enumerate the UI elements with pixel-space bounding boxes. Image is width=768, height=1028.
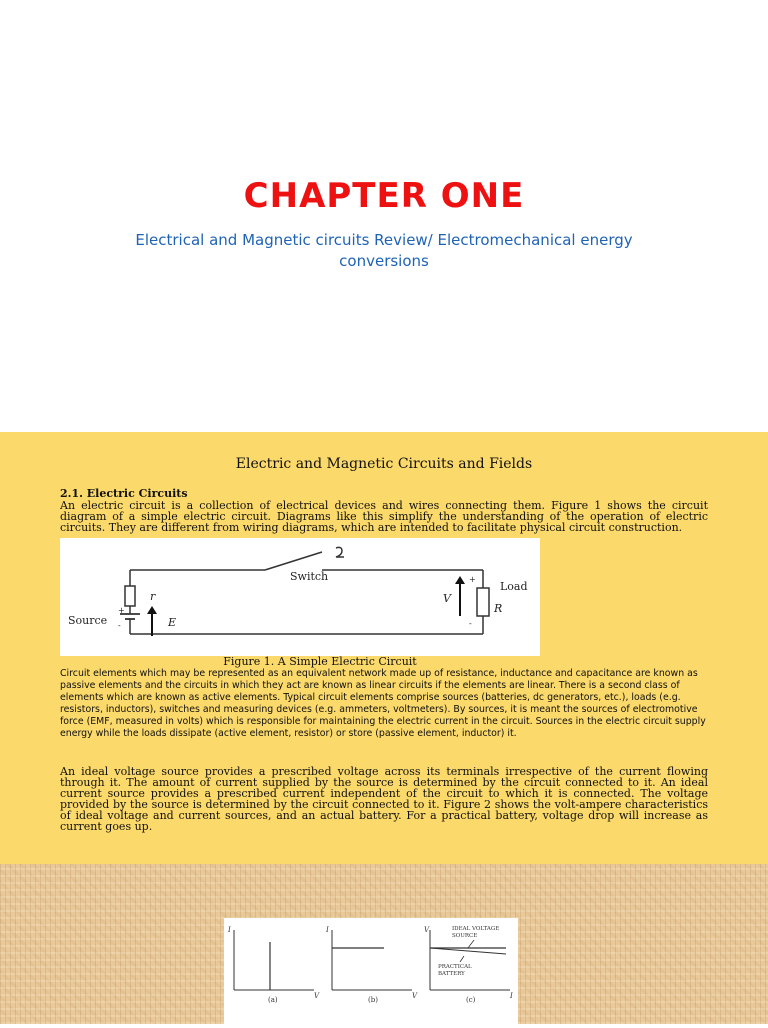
textured-slide	[0, 864, 768, 1024]
load-resistor	[477, 588, 489, 616]
panel-c-label: (c)	[466, 996, 476, 1004]
load-plus: +	[469, 575, 476, 584]
circuit-svg	[60, 538, 540, 656]
V-label: V	[443, 592, 451, 605]
load-minus: -	[469, 619, 472, 628]
battery-minus: -	[118, 621, 121, 630]
ideal-voltage-label-1: IDEAL VOLTAGE	[452, 926, 500, 932]
internal-resistor	[125, 586, 135, 606]
ideal-voltage-label-2: SOURCE	[452, 933, 478, 939]
practical-battery-label-2: BATTERY	[438, 971, 465, 977]
panel-b-axis-v: V	[412, 992, 418, 1000]
source-label: Source	[68, 614, 108, 627]
volt-ampere-svg	[224, 918, 518, 1024]
practical-battery-label-1: PRACTICAL	[438, 964, 472, 970]
panel-b-label: (b)	[368, 996, 378, 1004]
switch-label: Switch	[290, 570, 329, 583]
figure-1-caption	[0, 655, 768, 668]
switch-arrow	[336, 547, 344, 557]
sources-paragraph: An ideal voltage source provides a prescribed voltage across its terminals irrespective of the current flowing through it. The amount of current supplied by the source is determined by the circuit connected to it. An ideal current source provides a prescribed current independent of the circuit to which it is connected. The voltage provided by the source is determined by the circuit connected to it. Figure 2 shows the volt-ampere characteristics of ideal voltage and current sources, and an actual battery. For a practical battery, voltage drop will increase as current goes up.	[60, 765, 708, 833]
panel-a-axis-v: V	[314, 992, 320, 1000]
load-label: Load	[500, 580, 528, 593]
r-label: r	[150, 590, 156, 603]
panel-c-axis-i: I	[510, 992, 513, 1000]
section-heading: Electric and Magnetic Circuits and Fields	[235, 456, 533, 472]
panel-c-axis-v: V	[424, 926, 430, 934]
intro-paragraph: An electric circuit is a collection of electrical devices and wires connecting them. Figure 1 shows the circuit diagram of a simple electric circuit. Diagrams like this simplify the understanding of the operation of electric circuits. They are different from wiring diagrams, which are intended to facilitate physical circuit construction.	[60, 500, 708, 534]
panel-a-label: (a)	[268, 996, 278, 1004]
chapter-title: CHAPTER ONE	[243, 176, 525, 216]
title-slide	[0, 0, 768, 432]
battery-plus: +	[118, 606, 125, 615]
figure-1-caption-text: Figure 1. A Simple Electric Circuit	[223, 655, 417, 668]
content-slide	[0, 432, 768, 864]
R-label: R	[494, 602, 503, 615]
volt-ampere-figure	[224, 918, 518, 1024]
E-label: E	[168, 616, 177, 629]
switch-blade	[265, 552, 322, 570]
circuit-diagram	[60, 538, 540, 656]
practical-battery-line	[430, 948, 506, 954]
circuit-elements-paragraph: Circuit elements which may be represented as an equivalent network made up of resistance, inductance and capacitance are known as passive elements and the circuits in which they act are known as linear circuits if the elements are linear. There is a second class of elements which are known as active elements. Typical circuit elements comprise sources (batteries, dc generators, etc.), loads (e.g. resistors, inductors), switches and measuring devices (e.g. ammeters, voltmeters). By sources, it is meant the sources of electromotive force (EMF, measured in volts) which is responsible for maintaining the electric current in the circuit. Sources in the electric circuit supply energy while the loads dissipate (active element, resistor) or store (passive element, inductor) it.	[60, 668, 706, 739]
sub-heading: 2.1. Electric Circuits	[60, 487, 188, 500]
panel-a-axis-i: I	[228, 926, 231, 934]
panel-b-axis-i: I	[326, 926, 329, 934]
chapter-subtitle: Electrical and Magnetic circuits Review/ Electromechanical energy conversions	[135, 231, 633, 270]
